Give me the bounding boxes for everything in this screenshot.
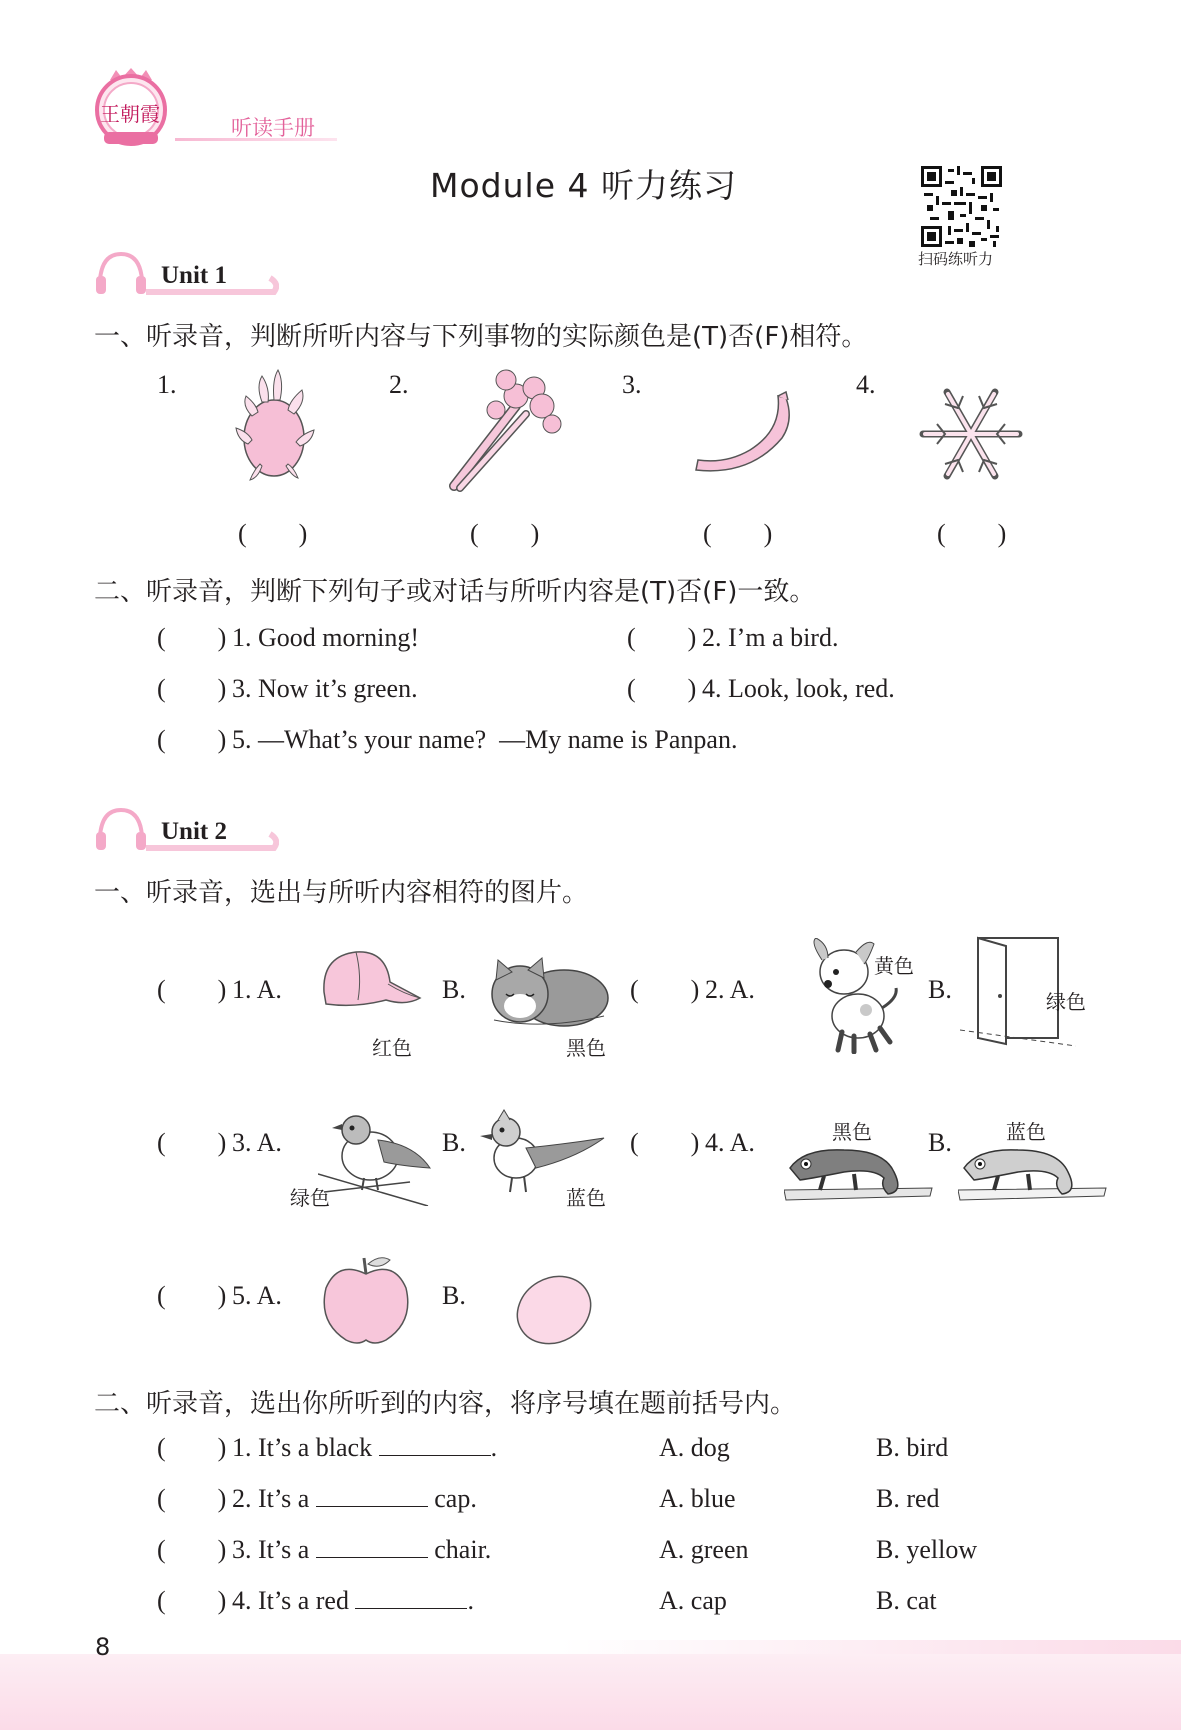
unit-label: Unit 1 — [161, 262, 227, 289]
sentence-item: 5. —What’s your name? —My name is Panpan. — [232, 725, 738, 754]
answer-parens[interactable]: ( ) — [627, 674, 697, 703]
sentence-end: chair. — [427, 1535, 492, 1564]
color-label: 绿色 — [1046, 990, 1086, 1014]
item-number: 3. A. — [232, 1128, 282, 1157]
chameleon-icon — [784, 1138, 934, 1218]
answer-parens[interactable]: ( ) — [157, 975, 227, 1004]
color-label: 黑色 — [566, 1036, 606, 1060]
answer-parens[interactable]: ( ) — [157, 1484, 227, 1513]
sentence-item: 3. Now it’s green. — [232, 674, 418, 703]
item-number: 1. — [157, 370, 177, 399]
item-number: 5. A. — [232, 1281, 282, 1310]
answer-parens[interactable]: ( ) — [157, 623, 227, 652]
option-b-label: B. — [442, 1281, 466, 1310]
option-b-label: B. — [442, 975, 466, 1004]
unit-label: Unit 2 — [161, 818, 227, 845]
answer-blank[interactable] — [316, 1537, 428, 1558]
color-label: 黄色 — [874, 954, 914, 978]
header-subtitle: 听读手册 — [231, 116, 315, 140]
answer-parens[interactable]: ( ) — [627, 623, 697, 652]
snowflake-icon — [916, 384, 1026, 488]
answer-blank[interactable] — [379, 1435, 491, 1456]
answer-blank[interactable] — [355, 1588, 467, 1609]
option-b: B. cat — [876, 1586, 937, 1615]
answer-parens[interactable]: ( ) — [157, 674, 227, 703]
fill-blank-item — [232, 1586, 474, 1616]
option-b: B. yellow — [876, 1535, 978, 1564]
answer-blank[interactable] — [316, 1486, 428, 1507]
page-number: 8 — [95, 1633, 111, 1661]
fill-blank-item — [232, 1535, 491, 1565]
answer-parens[interactable]: ( ) — [157, 1586, 227, 1615]
sentence-start: 1. It’s a black — [232, 1433, 379, 1462]
color-label: 黑色 — [832, 1120, 872, 1144]
item-number: 2. A. — [705, 975, 755, 1004]
item-number: 3. — [622, 370, 642, 399]
option-a: A. green — [659, 1535, 749, 1564]
apple-icon — [318, 1252, 414, 1352]
answer-parens[interactable]: ( ) — [157, 725, 227, 754]
sentence-end: . — [467, 1586, 474, 1615]
item-number: 4. — [856, 370, 876, 399]
unit-1-header — [94, 250, 279, 302]
answer-parens[interactable]: ( ) — [937, 519, 1007, 548]
option-b-label: B. — [442, 1128, 466, 1157]
option-a: A. cap — [659, 1586, 727, 1615]
option-b: B. bird — [876, 1433, 949, 1462]
answer-parens[interactable]: ( ) — [703, 519, 773, 548]
qr-caption: 扫码练听力 — [918, 250, 994, 268]
cat-icon — [484, 950, 612, 1034]
item-number: 1. A. — [232, 975, 282, 1004]
banana-icon — [690, 390, 798, 484]
answer-parens[interactable]: ( ) — [238, 519, 308, 548]
answer-parens[interactable]: ( ) — [630, 1128, 700, 1157]
answer-parens[interactable]: ( ) — [630, 975, 700, 1004]
brand-name: 王朝霞 — [100, 102, 160, 126]
lemon-icon — [510, 1268, 600, 1352]
color-label: 红色 — [372, 1036, 412, 1060]
dragon-fruit-icon — [232, 366, 318, 488]
answer-parens[interactable]: ( ) — [157, 1433, 227, 1462]
bird-icon — [318, 1110, 438, 1210]
answer-parens[interactable]: ( ) — [157, 1128, 227, 1157]
sentence-item: 4. Look, look, red. — [702, 674, 895, 703]
item-number: 4. A. — [705, 1128, 755, 1157]
color-label: 绿色 — [290, 1186, 330, 1210]
sentence-item: 2. I’m a bird. — [702, 623, 839, 652]
page-title: Module 4 听力练习 — [430, 166, 737, 205]
color-label: 蓝色 — [1006, 1120, 1046, 1144]
footer-band — [0, 1654, 1181, 1730]
option-b-label: B. — [928, 975, 952, 1004]
sentence-item: 1. Good morning! — [232, 623, 420, 652]
answer-parens[interactable]: ( ) — [157, 1281, 227, 1310]
celery-icon — [446, 366, 566, 498]
sentence-end: . — [490, 1433, 498, 1462]
section-heading: 二、听录音，判断下列句子或对话与所听内容是(T)否(F)一致。 — [94, 577, 816, 607]
section-heading: 二、听录音，选出你所听到的内容，将序号填在题前括号内。 — [94, 1389, 797, 1419]
section-heading: 一、听录音，判断所听内容与下列事物的实际颜色是(T)否(F)相符。 — [94, 322, 868, 352]
sentence-end: cap. — [427, 1484, 477, 1513]
sentence-start: 3. It’s a — [232, 1535, 316, 1564]
section-heading: 一、听录音，选出与所听内容相符的图片。 — [94, 878, 589, 908]
fill-blank-item — [232, 1484, 477, 1514]
qr-code-icon[interactable] — [921, 166, 1002, 247]
option-a: A. blue — [659, 1484, 736, 1513]
sentence-start: 4. It’s a red — [232, 1586, 356, 1615]
option-a: A. dog — [659, 1433, 730, 1462]
color-label: 蓝色 — [566, 1186, 606, 1210]
option-b: B. red — [876, 1484, 940, 1513]
option-b-label: B. — [928, 1128, 952, 1157]
chameleon-icon — [958, 1138, 1108, 1218]
unit-2-header — [94, 806, 279, 858]
cap-icon — [316, 948, 424, 1022]
item-number: 2. — [389, 370, 409, 399]
sentence-start: 2. It’s a — [232, 1484, 316, 1513]
answer-parens[interactable]: ( ) — [470, 519, 540, 548]
fill-blank-item — [232, 1433, 497, 1463]
answer-parens[interactable]: ( ) — [157, 1535, 227, 1564]
